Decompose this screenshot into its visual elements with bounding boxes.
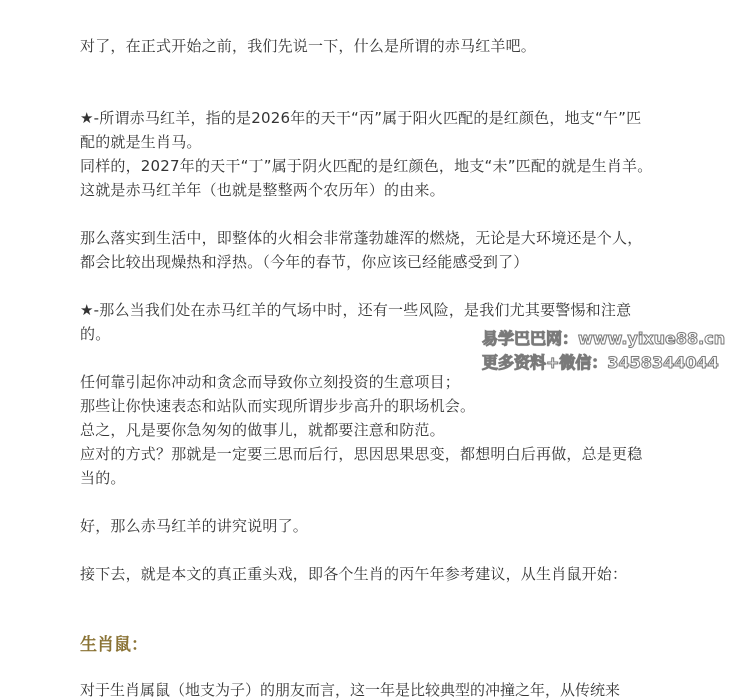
paragraph-line: 当的。 bbox=[80, 469, 126, 487]
paragraph-line: 接下去，就是本文的真正重头戏，即各个生肖的丙午年参考建议，从生肖鼠开始： bbox=[80, 565, 628, 583]
paragraph-line: 这就是赤马红羊年（也就是整整两个农历年）的由来。 bbox=[80, 181, 445, 199]
section-heading: 生肖鼠： bbox=[80, 635, 148, 655]
paragraph-line: 应对的方式？那就是一定要三思而后行，思因思果思变，都想明白后再做，总是更稳 bbox=[80, 445, 643, 463]
paragraph-line: 总之，凡是要你急匆匆的做事儿，就都要注意和防范。 bbox=[80, 421, 445, 439]
paragraph-line: 同样的，2027年的天干“丁”属于阴火匹配的是红颜色，地支“未”匹配的就是生肖羊。 bbox=[80, 157, 653, 175]
paragraph-line: 那些让你快速表态和站队而实现所谓步步高升的职场机会。 bbox=[80, 397, 476, 415]
paragraph-line: ★-那么当我们处在赤马红羊的气场中时，还有一些风险，是我们尤其要警惕和注意 bbox=[80, 301, 632, 319]
watermark-line-1: 易学巴巴网：www.yixue88.cn bbox=[482, 329, 726, 348]
paragraph-line: 配的就是生肖马。 bbox=[80, 133, 202, 151]
paragraph-line: 都会比较出现燥热和浮热。（今年的春节，你应该已经能感受到了） bbox=[80, 253, 529, 271]
paragraph-line: 的。 bbox=[80, 325, 111, 343]
paragraph-line: 好，那么赤马红羊的讲究说明了。 bbox=[80, 517, 309, 535]
watermark-line-2: 更多资料+微信：3458344044 bbox=[482, 353, 719, 372]
paragraph-line: ★-所谓赤马红羊，指的是2026年的天干“丙”属于阳火匹配的是红颜色，地支“午”匹 bbox=[80, 109, 642, 127]
paragraph-line: 任何靠引起你冲动和贪念而导致你立刻投资的生意项目； bbox=[80, 373, 461, 391]
paragraph-line: 那么落实到生活中，即整体的火相会非常蓬勃雄浑的燃烧，无论是大环境还是个人， bbox=[80, 229, 643, 247]
paragraph-line-cut: 对于生肖属鼠（地支为子）的朋友而言，这一年是比较典型的冲撞之年，从传统来 bbox=[80, 681, 621, 699]
paragraph-line: 对了，在正式开始之前，我们先说一下，什么是所谓的赤马红羊吧。 bbox=[80, 37, 537, 55]
